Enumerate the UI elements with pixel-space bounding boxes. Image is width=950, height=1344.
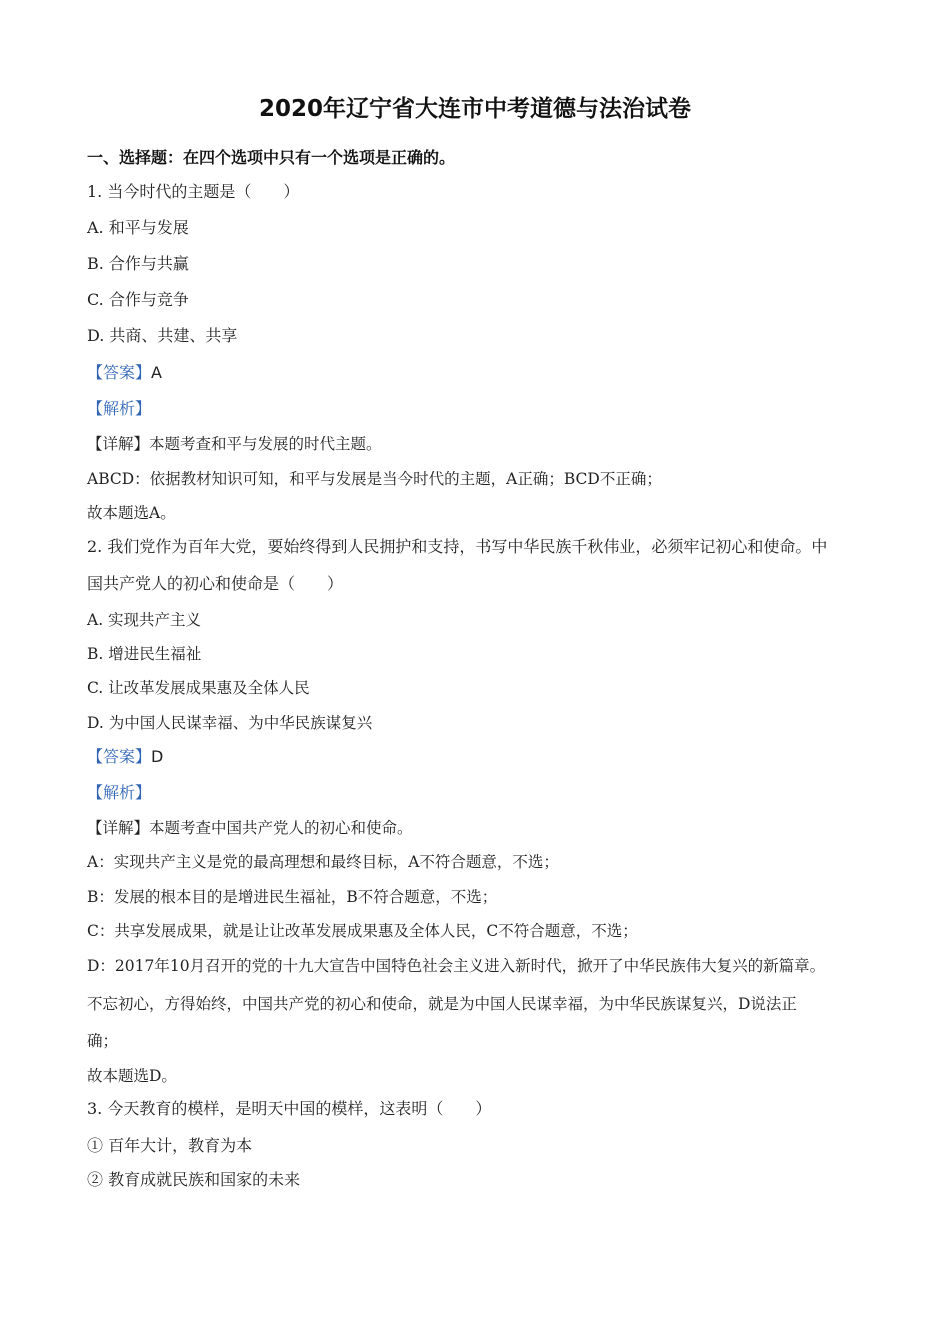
section-heading: 一、选择题：在四个选项中只有一个选项是正确的。 [87,148,456,167]
question-1-detail: 【详解】本题考查和平与发展的时代主题。 [87,435,382,453]
question-2-detail: 【详解】本题考查中国共产党人的初心和使命。 [87,819,413,837]
question-2-stem-line-2: 国共产党人的初心和使命是（ ） [87,574,344,593]
question-2-answer [87,747,163,767]
question-2-explanation-d: D：2017年10月召开的党的十九大宣告中国特色社会主义进入新时代，掀开了中华民族伟大复兴的新篇章。 [87,957,826,975]
question-3-item-1: ① 百年大计，教育为本 [87,1136,253,1155]
question-3-stem: 3. 今天教育的模样，是明天中国的模样，这表明（ ） [87,1099,492,1118]
question-2-explanation-d-end: 确； [87,1032,119,1050]
question-1-answer [87,363,162,383]
question-2-option-a: A. 实现共产主义 [87,611,202,629]
question-3-item-2: ② 教育成就民族和国家的未来 [87,1170,301,1189]
question-2-explanation-d-cont: 不忘初心，方得始终，中国共产党的初心和使命，就是为中国人民谋幸福，为中华民族谋复兴，D说法正 [87,995,797,1013]
page-title: 2020年辽宁省大连市中考道德与法治试卷 [258,96,691,122]
question-2-option-c: C. 让改革发展成果惠及全体人民 [87,679,310,697]
question-1-conclusion: 故本题选A。 [87,504,176,522]
question-2-explanation-a: A：实现共产主义是党的最高理想和最终目标，A不符合题意，不选； [87,853,559,871]
question-2-option-d: D. 为中国人民谋幸福、为中华民族谋复兴 [87,714,373,732]
question-1-option-a: A. 和平与发展 [87,218,189,237]
question-2-explanation-c: C：共享发展成果，就是让让改革发展成果惠及全体人民，C不符合题意，不选； [87,922,638,940]
question-2-analysis-tag: 【解析】 [87,783,152,802]
question-2-explanation-b: B：发展的根本目的是增进民生福祉，B不符合题意，不选； [87,888,498,906]
question-2-stem-line-1: 2. 我们党作为百年大党，要始终得到人民拥护和支持，书写中华民族千秋伟业，必须牢记初心和使命。中 [87,537,828,556]
answer-tag: 【答案】 [87,747,152,766]
question-1-analysis-tag: 【解析】 [87,399,152,418]
question-2-option-b: B. 增进民生福祉 [87,645,202,663]
answer-value: D [151,747,164,766]
question-1-explanation: ABCD：依据教材知识可知，和平与发展是当今时代的主题，A正确；BCD不正确； [87,470,662,488]
question-1-stem: 1. 当今时代的主题是（ ） [87,182,300,201]
question-2-conclusion: 故本题选D。 [87,1067,177,1085]
question-1-option-d: D. 共商、共建、共享 [87,326,238,345]
question-1-option-b: B. 合作与共赢 [87,254,189,273]
question-1-option-c: C. 合作与竞争 [87,290,189,309]
answer-value: A [151,363,162,382]
answer-tag: 【答案】 [87,363,152,382]
